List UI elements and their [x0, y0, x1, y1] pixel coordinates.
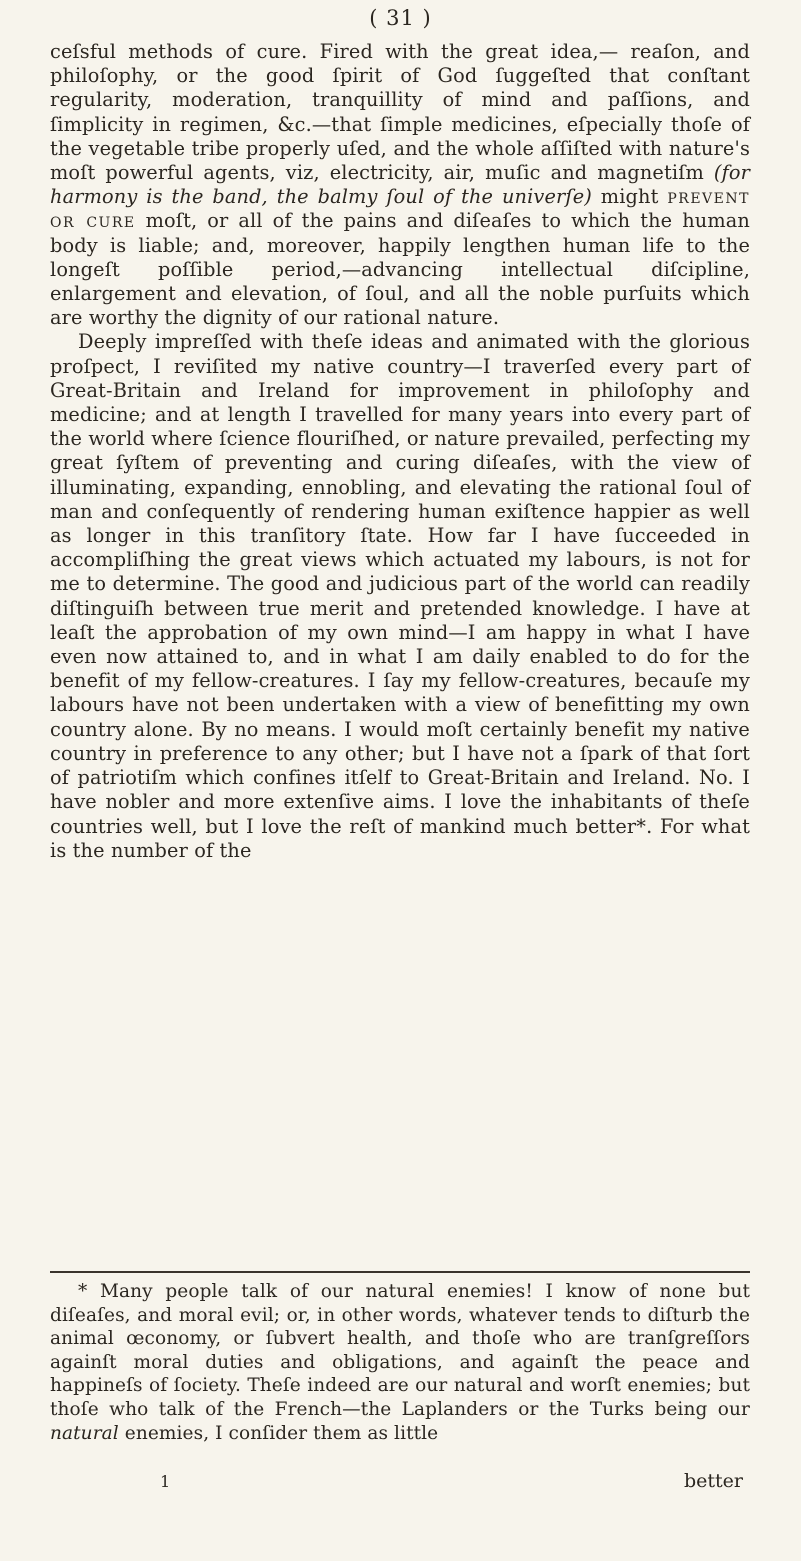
paragraph-1-text-c: moſt, or all of the pains and diſeaſes to which the human body is liable; and, moreover, happily lengthen human life to the longeſt poſſible period,—advancing intellectual diſcipline, enlargement and elevation, of ſoul, and all the noble purſuits which are worthy the dignity of our rational nature. [50, 209, 750, 330]
body-paragraph-2: Deeply impreſſed with theſe ideas and animated with the glorious proſpect, I reviſited my native country—I traverſed every part of Great-Britain and Ireland for improvement in philoſophy and medicine; and at length I travelled for many years into every part of the world where ſcience flouriſhed, or nature prevailed, perfecting my great ſyſtem of preventing and curing diſeaſes, with the view of illuminating, expanding, ennobling, and elevating the rational ſoul of man and conſequently of rendering human exiſtence happier as well as longer in this tranſitory ſtate. How far I have ſucceeded in accompliſhing the great views which actuated my labours, is not for me to determine. The good and judicious part of the world can readily diſtinguiſh between true merit and pretended knowledge. I have at leaſt the approbation of my own mind—I am happy in what I have even now attained to, and in what I am daily enabled to do for the benefit of my fellow-creatures. I ſay my fellow-creatures, becauſe my labours have not been undertaken with a view of benefitting my own country alone. By no means. I would moſt certainly benefit my native country in preference to any other; but I have not a ſpark of that ſort of patriotiſm which confines itſelf to Great-Britain and Ireland. No. I have nobler and more extenſive aims. I love the inhabitants of theſe countries well, but I love the reſt of mankind much better*. For what is the number of the [50, 330, 750, 862]
footnote-italic-word: natural [50, 1422, 119, 1444]
paragraph-1-italic-aside: (for harmony is the band, the balmy ſoul of the univerſe) [50, 161, 750, 209]
paragraph-1-text-b: might [591, 185, 668, 209]
footnote-divider [50, 1271, 750, 1273]
paragraph-1-small-caps: prevent or cure [50, 185, 750, 233]
catchword: better [683, 1470, 743, 1492]
page-number: ( 31 ) [369, 6, 432, 30]
body-paragraph-1 [50, 40, 750, 330]
footnote-text-b: enemies, I conſider them as little [118, 1422, 439, 1444]
footnote [50, 1280, 750, 1445]
signature-mark: 1 [160, 1472, 171, 1491]
footnote-text-a: * Many people talk of our natural enemies! I know of none but diſeaſes, and moral evil; or, in other words, whatever tends to diſturb the animal œconomy, or ſubvert health, and thoſe who are tranſgreſſors againſt moral duties and obligations, and againſt the peace and happineſs of ſociety. Theſe indeed are our natural and worſt enemies; but thoſe who talk of the French—the Laplanders or the Turks being our [50, 1281, 750, 1420]
footnote-paragraph [50, 1280, 750, 1445]
paragraph-1-text-a: ceſsful methods of cure. Fired with the great idea,— reaſon, and philoſophy, or the good ſpirit of God ſuggeſted that conſtant regularity, moderation, tranquillity of mind and paſſions, and ſimplicity in regimen, &c.—that ſimple medicines, eſpecially thoſe of the vegetable tribe properly uſed, and the whole aſſiſted with nature's moſt powerful agents, viz, electricity, air, muſic and magnetiſm [50, 40, 750, 185]
main-text [50, 40, 750, 863]
